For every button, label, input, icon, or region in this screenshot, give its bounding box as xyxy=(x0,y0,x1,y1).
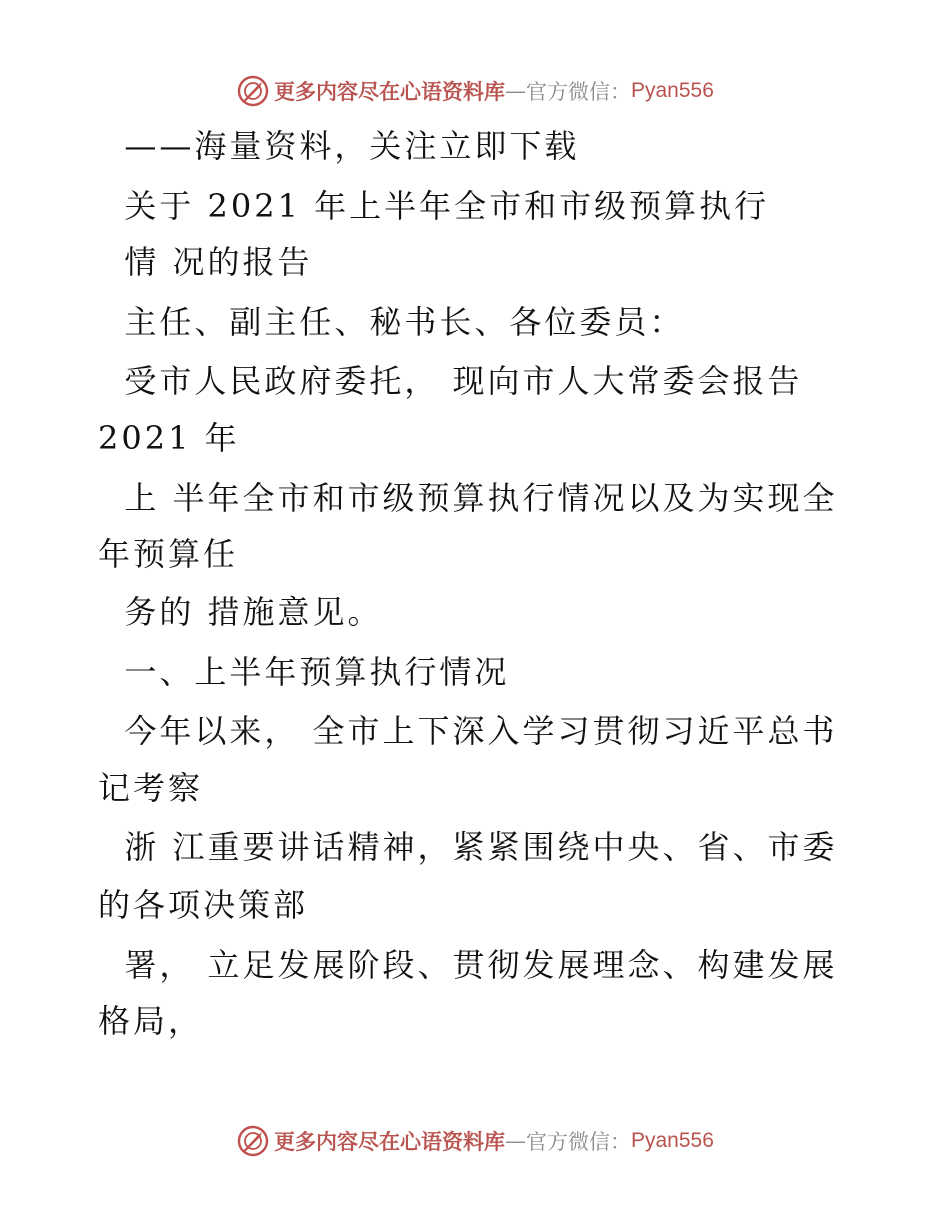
watermark-sub-text: 官方微信： xyxy=(526,1130,631,1154)
doc-line: 主任、副主任、秘书长、各位委员： xyxy=(98,303,685,341)
brand-logo-icon xyxy=(236,74,270,108)
doc-line: 务的 措施意见。 xyxy=(98,593,383,631)
doc-line: 一、上半年预算执行情况 xyxy=(98,653,510,691)
header-watermark-banner xyxy=(236,74,714,108)
watermark-main-text: 更多内容尽在心语资料库 xyxy=(274,79,505,104)
watermark-dash: — xyxy=(505,1129,526,1153)
doc-line: 格局， xyxy=(98,1002,204,1040)
watermark-handle: Pyan556 xyxy=(631,1129,714,1152)
doc-line: 情 况的报告 xyxy=(98,243,313,281)
doc-line: 关于 2021 年上半年全市和市级预算执行 xyxy=(98,187,770,225)
watermark-sub-text: 官方微信： xyxy=(526,80,631,104)
doc-line: 2021 年 xyxy=(98,419,240,457)
doc-line: 浙 江重要讲话精神，紧紧围绕中央、省、市委 xyxy=(98,828,838,866)
doc-line: ——海量资料，关注立即下载 xyxy=(98,127,580,165)
footer-watermark-banner xyxy=(236,1124,714,1158)
doc-line: 上 半年全市和市级预算执行情况以及为实现全 xyxy=(98,479,838,517)
doc-line: 记考察 xyxy=(98,769,204,807)
watermark-main-text: 更多内容尽在心语资料库 xyxy=(274,1129,505,1154)
doc-line: 今年以来， 全市上下深入学习贯彻习近平总书 xyxy=(98,712,838,750)
doc-line: 受市人民政府委托， 现向市人大常委会报告 xyxy=(98,362,803,400)
brand-logo-icon xyxy=(236,1124,270,1158)
doc-line: 署， 立足发展阶段、贯彻发展理念、构建发展 xyxy=(98,946,838,984)
watermark-dash: — xyxy=(505,79,526,103)
doc-line: 的各项决策部 xyxy=(98,886,309,924)
doc-line: 年预算任 xyxy=(98,535,239,573)
watermark-handle: Pyan556 xyxy=(631,79,714,102)
